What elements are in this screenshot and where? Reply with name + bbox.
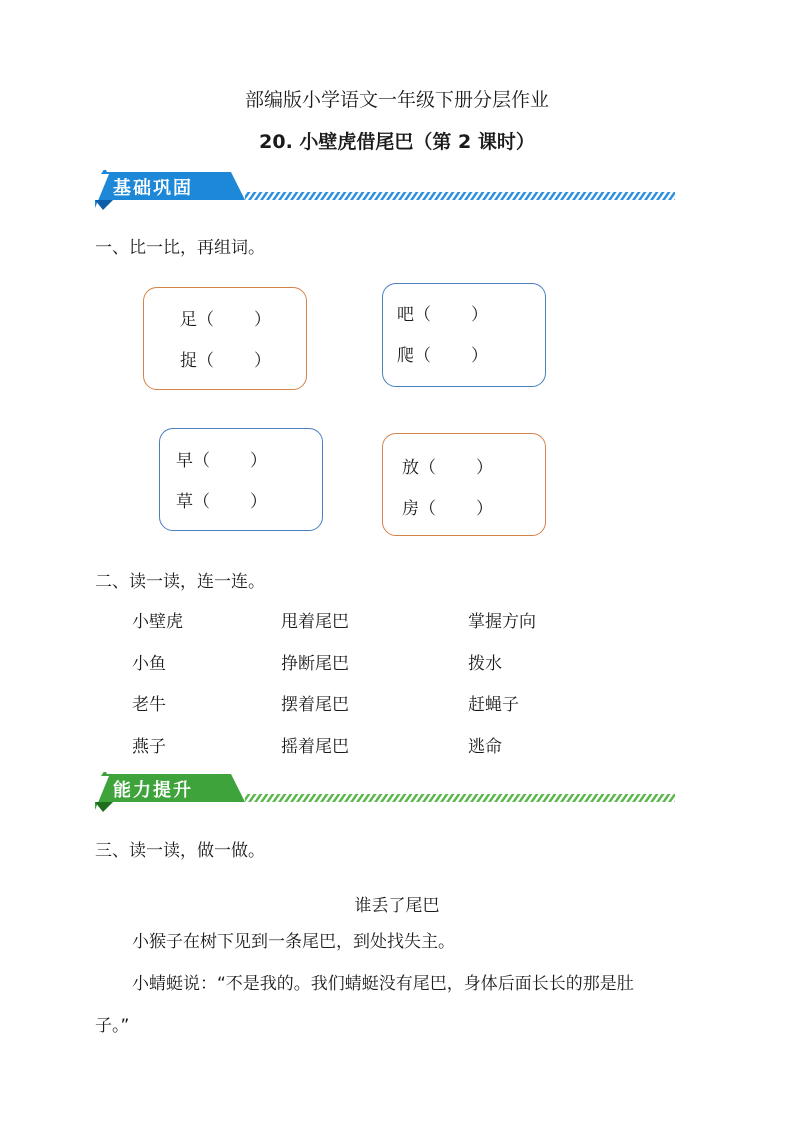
match-left-item: 小鱼 [132,654,166,674]
story-paragraph-2-line-1: 小蜻蜓说：“不是我的。我们蜻蜓没有尾巴，身体后面长长的那是肚 [132,974,634,994]
section-basic-label: 基础巩固 [113,178,193,199]
match-right-item: 拨水 [468,654,502,674]
word-box-1 [143,287,307,390]
word-line: 早（ ） [176,451,267,471]
word-box-3 [159,428,323,531]
section-advanced-label: 能力提升 [113,780,193,801]
q2-prompt: 二、读一读，连一连。 [95,572,265,592]
word-line: 足（ ） [180,310,271,330]
section-banner-basic [95,170,695,210]
lesson-title: 20. 小壁虎借尾巴（第 2 课时） [259,131,535,153]
story-paragraph-2-line-2: 子。” [95,1016,130,1036]
match-left-item: 小壁虎 [132,612,183,632]
match-middle-item: 挣断尾巴 [281,654,349,674]
word-line: 房（ ） [402,499,493,519]
match-left-item: 老牛 [132,695,166,715]
story-paragraph-1: 小猴子在树下见到一条尾巴，到处找失主。 [132,932,455,952]
match-middle-item: 摆着尾巴 [281,695,349,715]
word-box-2 [382,283,546,387]
q3-prompt: 三、读一读，做一做。 [95,841,265,861]
match-right-item: 掌握方向 [468,612,536,632]
story-title: 谁丢了尾巴 [354,896,440,916]
word-box-4 [382,433,546,536]
q1-prompt: 一、比一比，再组词。 [95,238,265,258]
word-line: 放（ ） [402,458,493,478]
match-left-item: 燕子 [132,737,166,757]
match-right-item: 赶蝇子 [468,695,519,715]
match-middle-item: 甩着尾巴 [281,612,349,632]
word-line: 捉（ ） [180,351,271,371]
match-right-item: 逃命 [468,737,502,757]
series-title: 部编版小学语文一年级下册分层作业 [244,89,549,111]
word-line: 草（ ） [176,492,267,512]
section-banner-advanced [95,772,695,812]
match-middle-item: 摇着尾巴 [281,737,349,757]
word-line: 爬（ ） [397,346,488,366]
word-line: 吧（ ） [397,305,488,325]
